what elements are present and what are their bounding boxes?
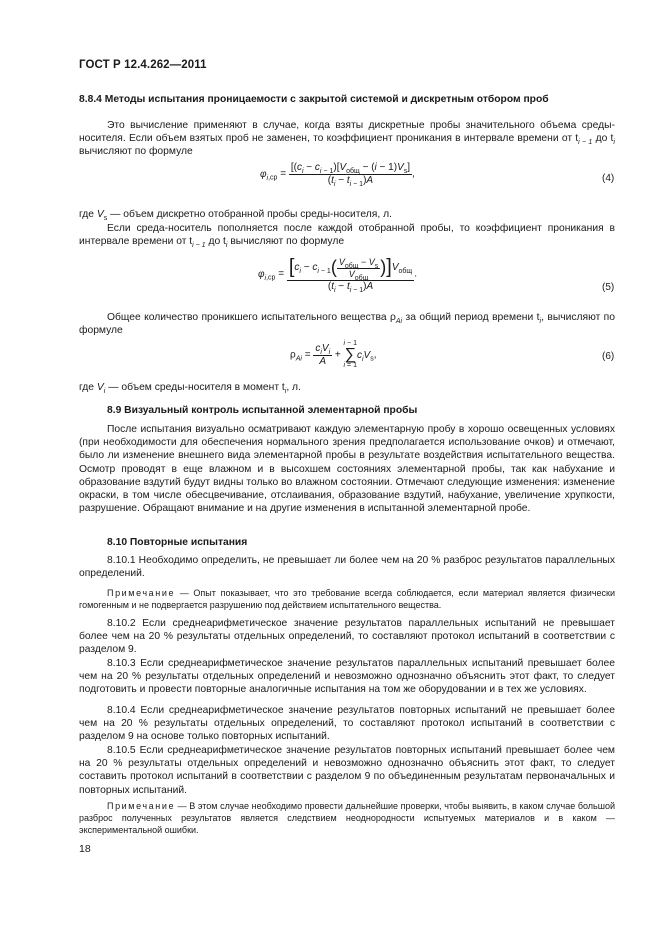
- section-8-8-4-title: 8.8.4 Методы испытания проницаемости с закрытой системой и дискретным отбором проб: [79, 94, 549, 105]
- paragraph-8-9: После испытания визуально осматривают каждую элементарную пробу в хорошо освещенных условиях (при необходимости для обеспечения нормального зрения предполагается использование очков) и отмечают, было ли изменение внешнего вида элементарной пробы в результате воздействия испытательного вещества. Осмотр проводят в еще влажном и в высохшем состояниях элементарной пробы, так как набухание и образование вздутий будут видны только во влажном состоянии. Отмечают следующие изменения: изменение окраски, в том числе обесцвечивание, отслаивания, образование вздутий, набухание, увеличение хрупкости, разрушение. Обращают внимание и на другие изменения в испытанной элементарной пробе.: [79, 424, 615, 515]
- note-2: Примечание — В этом случае необходимо провести дальнейшие проверки, чтобы выявить, в каком случае большой разброс полученных результатов является следствием неоднородности испытуемых материалов и в каком — экспериментальной ошибки.: [79, 801, 615, 835]
- paragraph-total-amount: Общее количество проникшего испытательного вещества $\rho_{Ai}$ за общий период времени $t_i$, вычисляют по формуле: [79, 312, 615, 337]
- where-clause-vi: где $V_i$ — объем среды-носителя в момент $t_i$, л.: [79, 382, 301, 396]
- note-1: Примечание — Опыт показывает, что это требование всегда соблюдается, если материал является физически гомогенным и не подвергается разрушению под действием испытательного вещества.: [79, 588, 615, 610]
- paragraph-8-10-4: 8.10.4 Если среднеарифметическое значение результатов повторных испытаний не превышает более чем на 20 % результаты отдельных определений, то составляют протокол испытаний в соответствии с разделом 9 на основе только повторных испытаний.: [79, 705, 615, 743]
- paragraph-8-10-5: 8.10.5 Если среднеарифметическое значение результатов повторных испытаний превышает более чем на 20 % результаты отдельных определений и невозможно однозначно объяснить этот факт, то следует составить протокол испытаний в соответствии с разделом 9 по объединенным результатам первоначальных и повторных испытаний.: [79, 745, 615, 796]
- document-header: ГОСТ Р 12.4.262—2011: [79, 59, 207, 71]
- paragraph-refill: Если среда-носитель пополняется после каждой отобранной пробы, то коэффициент проникания в интервале времени от $t_{i - 1}$ до $t_i$ вычисляют по формуле: [79, 223, 615, 250]
- formula-6: $\rho_{Ai}$ = $\frac{c_iV_i}{A}$ + i − 1 ∑ $i = 1c_iV_s$,: [290, 340, 377, 369]
- paragraph-8-10-3: 8.10.3 Если среднеарифметическое значение результатов параллельных испытаний превышает более чем на 20 % результаты отдельных определений и невозможно однозначно объяснить этот факт, то следует подготовить и провести повторные аналогичные испытания на том же оборудовании и в тех же условиях.: [79, 658, 615, 696]
- equation-number-5: (5): [602, 282, 615, 293]
- section-8-9-title: 8.9 Визуальный контроль испытанной элементарной пробы: [107, 405, 418, 416]
- equation-number-6: (6): [602, 351, 615, 362]
- where-clause-vs: где $V_s$ — объем дискретно отобранной пробы среды-носителя, л.: [79, 209, 392, 223]
- section-8-10-title: 8.10 Повторные испытания: [107, 537, 248, 548]
- equation-number-4: (4): [602, 173, 615, 184]
- formula-5: $\varphi_{i,ср}$ = [$c_i - c_{i - 1}$( $\frac{V_{общ} - V_s}{V_{общ}}$ )]$V_{общ}$ $(t_i - t_{i - 1})A$ .: [258, 256, 417, 294]
- paragraph-8-10-1: 8.10.1 Необходимо определить, не превышает ли более чем на 20 % разброс результатов параллельных определений.: [79, 555, 615, 580]
- formula-4: $\varphi_{i,ср}$ = $\frac{[(c_i - c_{i - 1})[V_{общ} - (i - 1)V_s]}{(t_i - t_{i - 1})A}$ ,: [260, 162, 415, 188]
- page-number: 18: [79, 843, 91, 855]
- paragraph-8-8-4-intro: Это вычисление применяют в случае, когда взяты дискретные пробы значительного объема среды-носителя. Если объем взятых проб не заменен, то коэффициент проникания в интервале времени от $t_{i - 1}$ до $t_i$ вычисляют по формуле: [79, 120, 615, 158]
- paragraph-8-10-2: 8.10.2 Если среднеарифметическое значение результатов параллельных испытаний не превышает более чем на 20 % результаты отдельных определений, то составляют протокол испытаний в соответствии с разделом 9.: [79, 618, 615, 656]
